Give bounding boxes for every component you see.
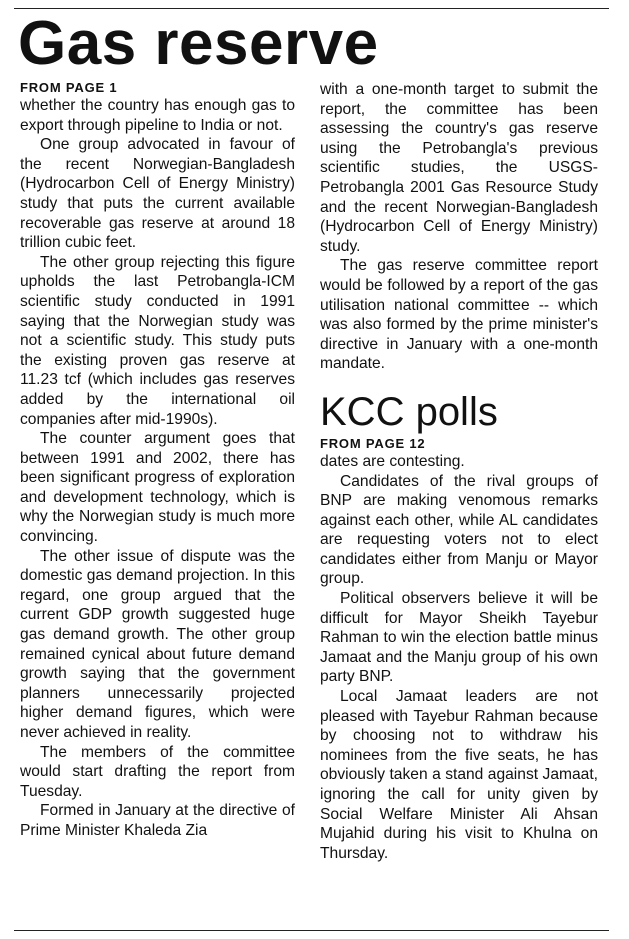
paragraph: The counter argument goes that between 1991 and 2002, there has been significant progress of exploration and development technology, which is why the Norwegian study is much more convincing. xyxy=(20,430,295,546)
paragraph: One group advocated in favour of the recent Norwegian-Bangladesh (Hydrocarbon Cell of Energy Ministry) study that puts the current available recoverable gas reserve at around 18 trillion cubic feet. xyxy=(20,136,295,252)
headline-kcc-polls: KCC polls xyxy=(320,389,498,434)
kicker-from-page-12: FROM PAGE 12 xyxy=(320,435,426,451)
paragraph: whether the country has enough gas to export through pipeline to India or not. xyxy=(20,97,295,134)
column-right xyxy=(320,80,598,863)
paragraph: Political observers believe it will be difficult for Mayor Sheikh Tayebur Rahman to win the election battle minus Jamaat and the Manju group of his own party BNP. xyxy=(320,590,598,686)
paragraph: The gas reserve committee report would be followed by a report of the gas utilisation national committee -- which was also formed by the prime minister's directive in January with a one-month mandate. xyxy=(320,257,598,373)
headline-gas-reserve: Gas reserve xyxy=(18,9,379,78)
bottom-rule xyxy=(14,930,609,931)
paragraph: Formed in January at the directive of Prime Minister Khaleda Zia xyxy=(20,802,295,839)
paragraph: The other issue of dispute was the domestic gas demand projection. In this regard, one group argued that the current GDP growth suggested huge gas demand growth. The other group remained cynical about future demand growth saying that the government planners unnecessarily projected higher demand figures, which were never achieved in reality. xyxy=(20,547,295,741)
kicker-from-page-1: FROM PAGE 1 xyxy=(20,80,118,95)
paragraph: with a one-month target to submit the report, the committee has been assessing the country's gas reserve using the Petrobangla's previous scientific studies, the USGS-Petrobangla 2001 Gas Resource Study and the recent Norwegian-Bangladesh (Hydrocarbon Cell of Energy Ministry) study. xyxy=(320,81,598,255)
paragraph: The other group rejecting this figure upholds the last Petrobangla-ICM scientific study conducted in 1991 saying that the Norwegian study was not a scientific study. This study puts the existing proven gas reserve at 11.23 tcf (which includes gas reserves added by the international oil companies after mid-1990s). xyxy=(20,253,295,428)
paragraph: Candidates of the rival groups of BNP are making venomous remarks against each other, while AL candidates are requesting voters not to elect candidates either from Manju or Mayor group. xyxy=(320,472,598,588)
paragraph: Local Jamaat leaders are not pleased with Tayebur Rahman because by choosing not to withdraw his nominees from the five seats, he has obviously taken a stand against Jamaat, ignoring the call for unity given by Social Welfare Minister Ali Ahsan Mujahid during his visit to Khulna on Thursday. xyxy=(320,688,598,862)
column-left xyxy=(20,80,295,841)
paragraph: The members of the committee would start drafting the report from Tuesday. xyxy=(20,743,295,800)
paragraph: dates are contesting. xyxy=(320,452,465,470)
